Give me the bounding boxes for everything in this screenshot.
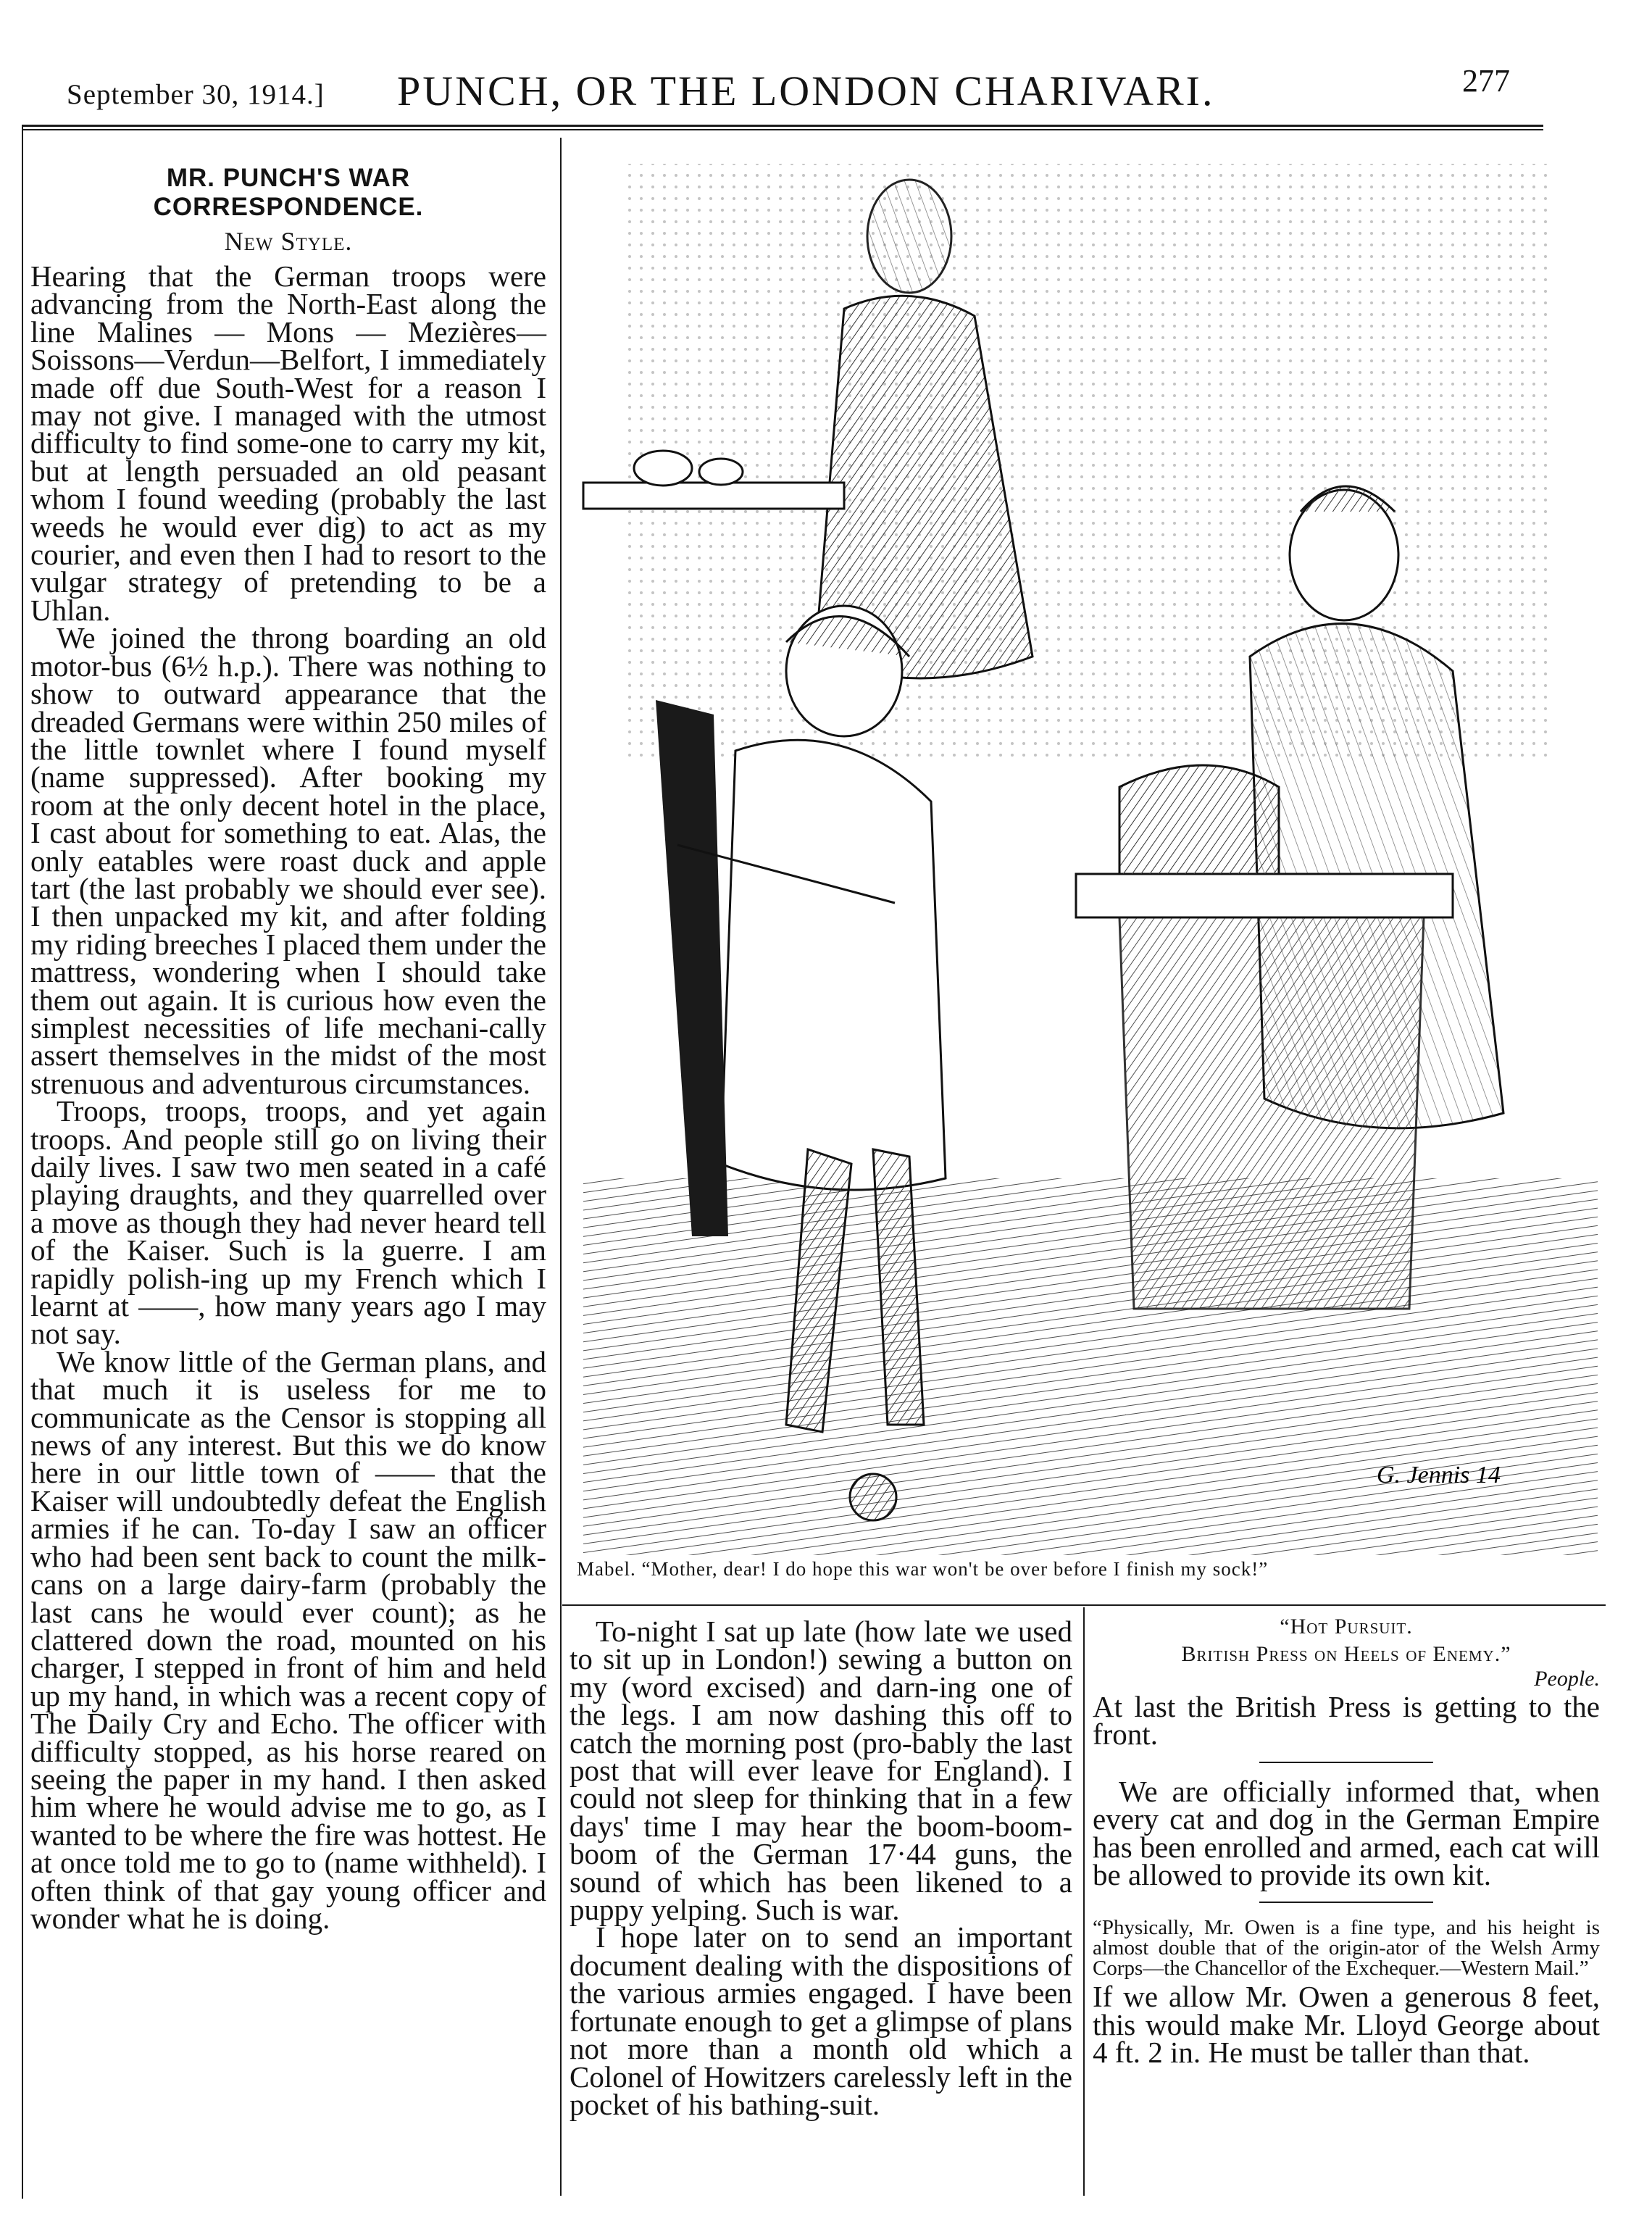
cartoon-illustration	[569, 149, 1603, 1555]
yarn-ball	[850, 1474, 896, 1520]
column-rule-2	[1083, 1607, 1085, 2196]
cat-dog-paragraph: We are officially informed that, when every cat and dog in the German Empire has been enrolled and armed, each cat will be allowed to provide its own kit.	[1093, 1774, 1600, 1892]
paragraph-6: I hope later on to send an important document dealing with the dispositions of the various armies engaged. I have been fortunate enough to get a glimpse of plans not more than a month old which a Colonel of Howitzers carelessly left in the pocket of his bathing-suit.	[570, 1920, 1072, 2121]
paragraph-2: We joined the throng boarding an old motor-bus (6½ h.p.). There was nothing to show to outward appearance that the dreaded Germans were within 250 miles of the little townlet where I found myself (name suppressed). After booking my room at the only decent hotel in the place, I cast about for something to eat. Alas, the only eatables were roast duck and apple tart (the last probably we should ever see). I then unpacked my kit, and after folding my riding breeches I placed them under the mattress, wondering when I should take them out again. It is curious how even the simplest necessities of life mechani-cally assert themselves in the midst of the most strenuous and adventurous circumstances.	[30, 621, 546, 1100]
paragraph-3: Troops, troops, troops, and yet again troops. And people still go on living their daily lives. I saw two men seated in a café playing draughts, and they quarrelled over a move as though they had never heard tell of the Kaiser. Such is la guerre. I am rapidly polish-ing up my French which I learnt at ——, how many years ago I may not say.	[30, 1094, 546, 1351]
hot-pursuit-source: People.	[1534, 1667, 1600, 1691]
hot-pursuit-line2: British Press on Heels of Enemy.”	[1181, 1642, 1511, 1666]
hot-pursuit-comment: At last the British Press is getting to the front.	[1093, 1690, 1600, 1752]
miscellany-column	[1093, 1615, 1600, 2070]
issue-date: September 30, 1914.]	[67, 79, 325, 110]
paragraph-4: We know little of the German plans, and that much it is useless for me to communicate as the Censor is stopping all news of any interest. But this we do know here in our little town of —— that the Kaiser will undoubtedly defeat the English armies if he can. To-day I saw an officer who had been sent back to count the milk-cans on a large dairy-farm (probably the last cans he would ever count); as he clattered down the road, mounted on his charger, I stepped in front of him and held up my hand, in which was a recent copy of The Daily Cry and Echo. The officer with difficulty stopped, as his horse reared on seeing the paper in my hand. I then asked him where he would advise me to go, as I wanted to be where the fire was hottest. He at once told me to go to (name withheld). I often think of that gay young officer and wonder what he is doing.	[30, 1344, 546, 1935]
owen-comment: If we allow Mr. Owen a generous 8 feet, this would make Mr. Lloyd George about 4 ft. 2 in. He must be taller than that.	[1093, 1980, 1600, 2070]
header-rule	[22, 125, 1543, 127]
paragraph-1: Hearing that the German troops were advancing from the North-East along the line Malines — Mons — Mezières—Soissons—Verdun—Belfort, I immediately made off due South-West for a reason I may not give. I managed with the utmost difficulty to find some-one to carry my kit, but at length persuaded an old peasant whom I found weeding (probably the last weeds he would ever dig) to act as my courier, and even then I had to resort to the vulgar strategy of pretending to be a Uhlan.	[30, 259, 546, 627]
page-number: 277	[1462, 63, 1510, 99]
column-rule-1	[560, 138, 562, 2196]
artist-signature: G. Jennis 14	[1377, 1462, 1501, 1488]
article-column-2	[570, 1615, 1072, 2121]
caption-rule	[562, 1604, 1606, 1606]
page-border-left	[22, 126, 23, 2199]
owen-quote: “Physically, Mr. Owen is a fine type, and his height is almost double that of the origin-ator of the Welsh Army Corps—the Chancellor of the Exchequer.—Western Mail.”	[1093, 1916, 1600, 1981]
illustration-caption: Mabel. “Mother, dear! I do hope this war won't be over before I finish my sock!”	[577, 1558, 1269, 1580]
publication-title: PUNCH, OR THE LONDON CHARIVARI.	[397, 67, 1215, 114]
article-column-1	[30, 164, 546, 1935]
separator-rule-1	[1259, 1762, 1433, 1763]
article-subtitle: New Style.	[224, 227, 353, 256]
paragraph-5: To-night I sat up late (how late we used to sit up in London!) sewing a button on my (word excised) and darn-ing one of the legs. I am now dashing this off to catch the morning post (pro-bably the last post that will ever leave for England). I could not sleep for thinking that in a few days' time I may hear the boom-boom-boom of the German 17·44 guns, the sound of which has been likened to a puppy yelping. Such is war.	[570, 1615, 1072, 1927]
article-title: MR. PUNCH'S WAR CORRESPONDENCE.	[153, 164, 424, 221]
hot-pursuit-quote: “Hot Pursuit.	[1280, 1615, 1413, 1638]
separator-rule-2	[1259, 1902, 1433, 1903]
header-rule-inner	[22, 129, 1543, 130]
